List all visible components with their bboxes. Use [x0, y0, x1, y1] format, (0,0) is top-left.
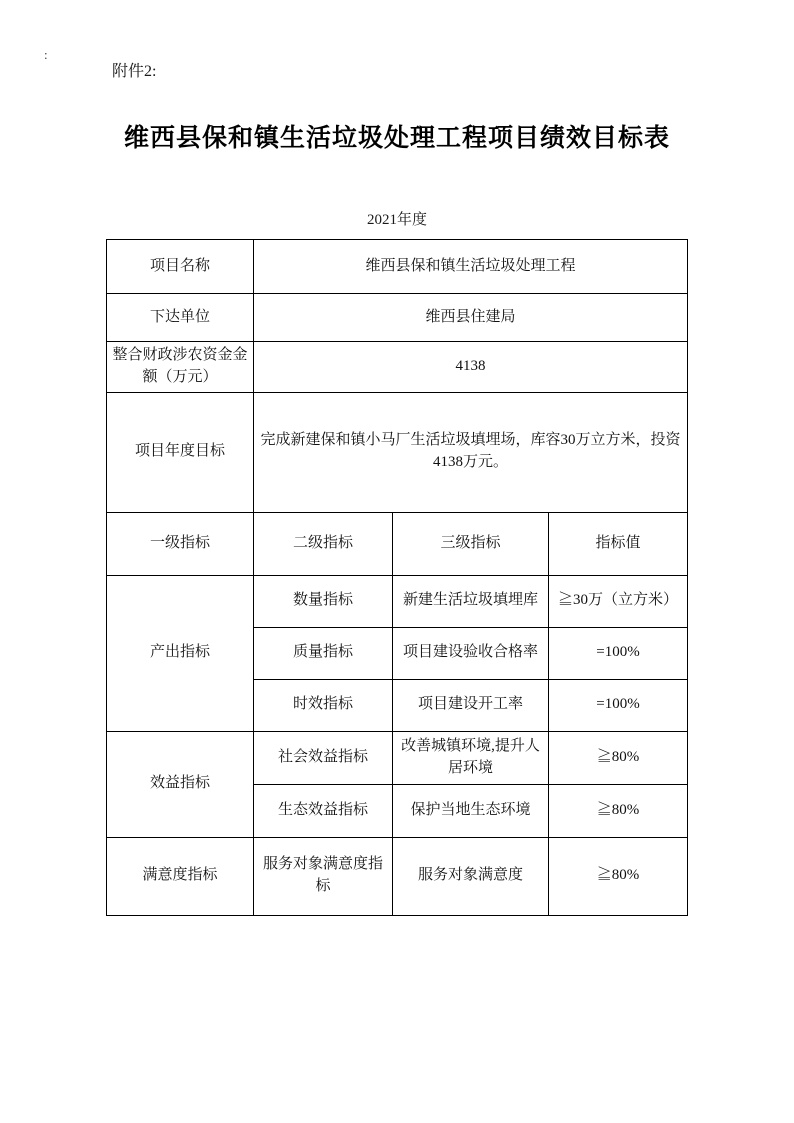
- header-level2: 二级指标: [254, 512, 393, 575]
- header-level1: 一级指标: [107, 512, 254, 575]
- group-label-output: 产出指标: [107, 575, 254, 731]
- level3-label: 新建生活垃圾填埋库: [393, 575, 549, 627]
- value-project-name: 维西县保和镇生活垃圾处理工程: [254, 240, 688, 294]
- indicator-value: =100%: [549, 679, 688, 731]
- page-title: 维西县保和镇生活垃圾处理工程项目绩效目标表: [123, 125, 670, 152]
- table-row-project-name: [107, 240, 688, 294]
- label-annual-goal: 项目年度目标: [107, 392, 254, 512]
- level3-label: 保护当地生态环境: [393, 784, 549, 837]
- label-project-name: 项目名称: [107, 240, 254, 294]
- indicator-value: =100%: [549, 627, 688, 679]
- indicator-value: ≧30万（立方米）: [549, 575, 688, 627]
- level2-label: 服务对象满意度指标: [254, 837, 393, 915]
- level2-label: 社会效益指标: [254, 731, 393, 784]
- table-row-funding-amount: [107, 342, 688, 393]
- level2-label: 生态效益指标: [254, 784, 393, 837]
- table-row: [107, 837, 688, 915]
- group-label-benefit: 效益指标: [107, 731, 254, 837]
- indicator-value: ≧80%: [549, 784, 688, 837]
- table-row: [107, 575, 688, 627]
- table-row-issuing-unit: [107, 294, 688, 342]
- value-issuing-unit: 维西县住建局: [254, 294, 688, 342]
- header-indicator-value: 指标值: [549, 512, 688, 575]
- document-year-subtitle: 2021年度: [366, 212, 427, 228]
- level2-label: 数量指标: [254, 575, 393, 627]
- value-annual-goal: 完成新建保和镇小马厂生活垃圾填埋场，库容30万立方米，投资4138万元。: [254, 392, 688, 512]
- level3-label: 改善城镇环境,提升人居环境: [393, 731, 549, 784]
- value-funding-amount: 4138: [254, 342, 688, 393]
- corner-colon-mark: :: [44, 47, 48, 62]
- header-level3: 三级指标: [393, 512, 549, 575]
- level3-label: 服务对象满意度: [393, 837, 549, 915]
- performance-target-table: [106, 239, 688, 916]
- indicator-value: ≧80%: [549, 731, 688, 784]
- level2-label: 时效指标: [254, 679, 393, 731]
- attachment-label: 附件2:: [112, 63, 157, 80]
- level3-label: 项目建设开工率: [393, 679, 549, 731]
- label-issuing-unit: 下达单位: [107, 294, 254, 342]
- group-label-satisfaction: 满意度指标: [107, 837, 254, 915]
- label-funding-amount: 整合财政涉农资金金额（万元）: [107, 342, 254, 393]
- level3-label: 项目建设验收合格率: [393, 627, 549, 679]
- table-header-row: [107, 512, 688, 575]
- table-row: [107, 731, 688, 784]
- indicator-value: ≧80%: [549, 837, 688, 915]
- table-row-annual-goal: [107, 392, 688, 512]
- level2-label: 质量指标: [254, 627, 393, 679]
